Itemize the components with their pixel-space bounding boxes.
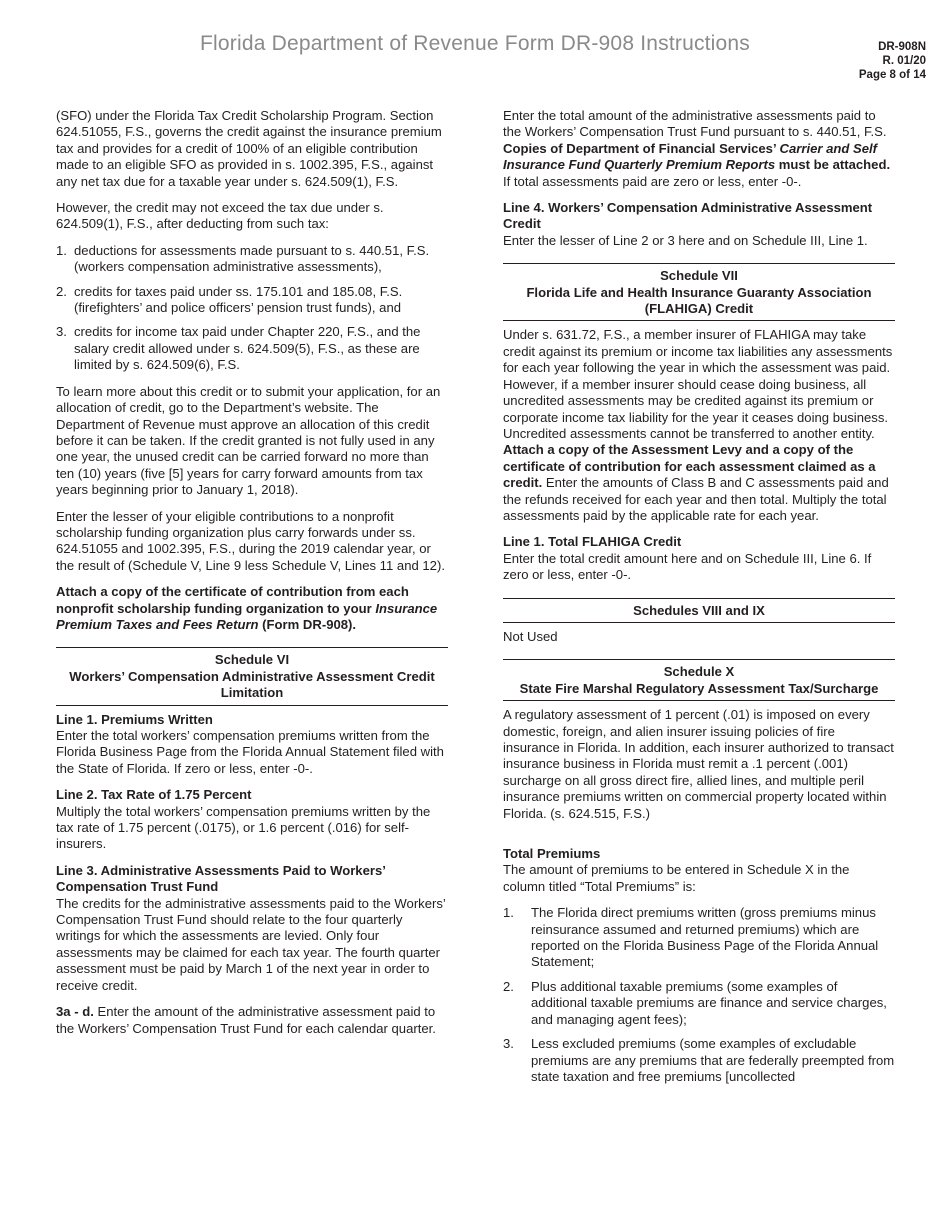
total-premiums-title: Total Premiums	[503, 846, 601, 862]
list-item: 1. deductions for assessments made pursuant to s. 440.51, F.S. (workers compensation administrative assessments),	[56, 242, 430, 275]
list-item: 2. Plus additional taxable premiums (some examples of additional taxable premiums are finance and service charges, and managing agent fees);	[503, 978, 887, 1027]
attach-certificate-paragraph: Attach a copy of the certificate of contribution from each nonprofit scholarship funding organization to your Insurance Premium Taxes and Fees Return (Form DR-908).	[56, 584, 438, 632]
form-number: DR-908N	[878, 41, 926, 53]
line1-title: Line 1. Premiums Written	[56, 711, 213, 727]
total-premiums-list	[503, 905, 895, 1085]
line4-text: Enter the lesser of Line 2 or 3 here and on Schedule III, Line 1.	[503, 232, 868, 248]
line2-title: Line 2. Tax Rate of 1.75 Percent	[56, 787, 252, 803]
line3-text: The credits for the administrative assessments paid to the Workers’ Compensation Trust Fund should relate to the four quarterly writings for which the assessments are levied. Only four assessments may be claimed for each tax year. The fourth quarter assessment must be paid by March 1 of the next year in order to receive credit.	[56, 895, 446, 993]
form-identifier	[859, 40, 926, 82]
flahiga-line1-title: Line 1. Total FLAHIGA Credit	[503, 534, 682, 550]
page-title: Florida Department of Revenue Form DR-908 Instructions	[199, 32, 751, 55]
schedule-vii-heading: Schedule VII Florida Life and Health Insurance Guaranty Association (FLAHIGA) Credit	[503, 263, 895, 321]
admin-assessment-paragraph: Enter the total amount of the administrative assessments paid to the Workers’ Compensation Trust Fund pursuant to s. 440.51, F.S. Copies of Department of Financial Services’ Carrier and Self Insurance Fund Quarterly Premium Reports must be attached. If total assessments paid are zero or less, enter -0-.	[503, 108, 891, 189]
learn-more-paragraph: To learn more about this credit or to submit your application, for an allocation of credit, go to the Department’s website. The Department of Revenue must approve an allocation of this credit before it can be taken. If the credit granted is not fully used in any one year, the unused credit can be carried forward no more than ten (10) years (five [5] years for carry forward amounts from tax years beginning prior to January 1, 2018).	[56, 383, 441, 498]
list-item: 3. Less excluded premiums (some examples of excludable premiums are any premiums that are federally preempted from state taxation and free premiums [uncollected	[503, 1036, 895, 1084]
credit-limit-paragraph: However, the credit may not exceed the tax due under s. 624.509(1), F.S., after deducting from such tax:	[56, 200, 384, 232]
schedule-x-heading: Schedule X State Fire Marshal Regulatory Assessment Tax/Surcharge	[503, 659, 895, 701]
regulatory-assessment-paragraph: A regulatory assessment of 1 percent (.01) is imposed on every domestic, foreign, and alien insurer issuing policies of fire insurance in Florida. In addition, each insurer authorized to transact insurance business in Florida must remit a .1 percent (.001) surcharge on all gross direct fire, allied lines, and multiple peril insurance premiums written on commercial property located within Florida. (s. 624.515, F.S.)	[503, 707, 894, 821]
enter-lesser-paragraph: Enter the lesser of your eligible contributions to a nonprofit scholarship funding organization plus carry forwards under ss. 624.51055 and 1002.395, F.S., during the 2019 calendar year, or the result of (Schedule V, Line 9 less Schedule V, Lines 11 and 12).	[56, 508, 445, 573]
list-item: 3. credits for income tax paid under Chapter 220, F.S., and the salary credit allowed under s. 624.509(5), F.S., as these are limited by s. 624.509(6), F.S.	[56, 324, 421, 373]
list-item: 1. The Florida direct premiums written (gross premiums minus reinsurance assumed and returned premiums) which are reported on the Florida Business Page of the Florida Annual Statement;	[503, 905, 879, 970]
total-premiums-text: The amount of premiums to be entered in Schedule X in the column titled “Total Premiums” is:	[503, 862, 850, 894]
right-column	[503, 108, 895, 1095]
line2-text: Multiply the total workers’ compensation premiums written by the tax rate of 1.75 percent (.0175), or 1.6 percent (.016) for self-insurers.	[56, 803, 431, 852]
flahiga-paragraph: Under s. 631.72, F.S., a member insurer of FLAHIGA may take credit against its premium or income tax liabilities any assessments for each year following the year in which the assessment was paid. However, if a member insurer should cease doing business, all uncredited assessments may be credited against its premium or corporate income tax liability for the year it ceases doing business. Uncredited assessments cannot be transferred to another entity. Attach a copy of the Assessment Levy and a copy of the certificate of contribution for each assessment claimed as a credit. Enter the amounts of Class B and C assessments paid and the refunds received for each year and then total. Multiply the total assessments paid by the applicable rate for each year.	[503, 327, 893, 523]
flahiga-line1-text: Enter the total credit amount here and on Schedule III, Line 6. If zero or less, enter -0-.	[503, 550, 872, 583]
schedules-viii-ix-heading: Schedules VIII and IX	[503, 598, 895, 623]
form-revision: R. 01/20	[882, 55, 926, 67]
line1-text: Enter the total workers’ compensation premiums written from the Florida Business Page from the Florida Annual Statement filed with the State of Florida. If zero or less, enter -0-.	[56, 728, 444, 776]
line4-title: Line 4. Workers’ Compensation Administrative Assessment Credit	[503, 200, 873, 232]
left-column	[56, 108, 448, 1047]
sfo-credit-paragraph: (SFO) under the Florida Tax Credit Scholarship Program. Section 624.51055, F.S., governs the credit against the insurance premium tax and provides for a credit of 100% of an eligible contribution made to an eligible SFO as provided in s. 1002.395, F.S., against any net tax due for a taxable year under s. 624.509(1), F.S.	[56, 108, 442, 189]
line3a-paragraph: 3a - d. Enter the amount of the administrative assessment paid to the Workers’ Compensation Trust Fund for each calendar quarter.	[56, 1004, 436, 1036]
list-item: 2. credits for taxes paid under ss. 175.101 and 185.08, F.S. (firefighters’ and police officers’ pension trust funds), and	[56, 283, 403, 316]
line3-title: Line 3. Administrative Assessments Paid to Workers’ Compensation Trust Fund	[56, 862, 386, 895]
page-number: Page 8 of 14	[858, 69, 926, 81]
schedule-vi-heading: Schedule VI Workers’ Compensation Administrative Assessment Credit Limitation	[56, 647, 448, 705]
deductions-list	[56, 243, 448, 374]
not-used-text: Not Used	[503, 628, 558, 644]
